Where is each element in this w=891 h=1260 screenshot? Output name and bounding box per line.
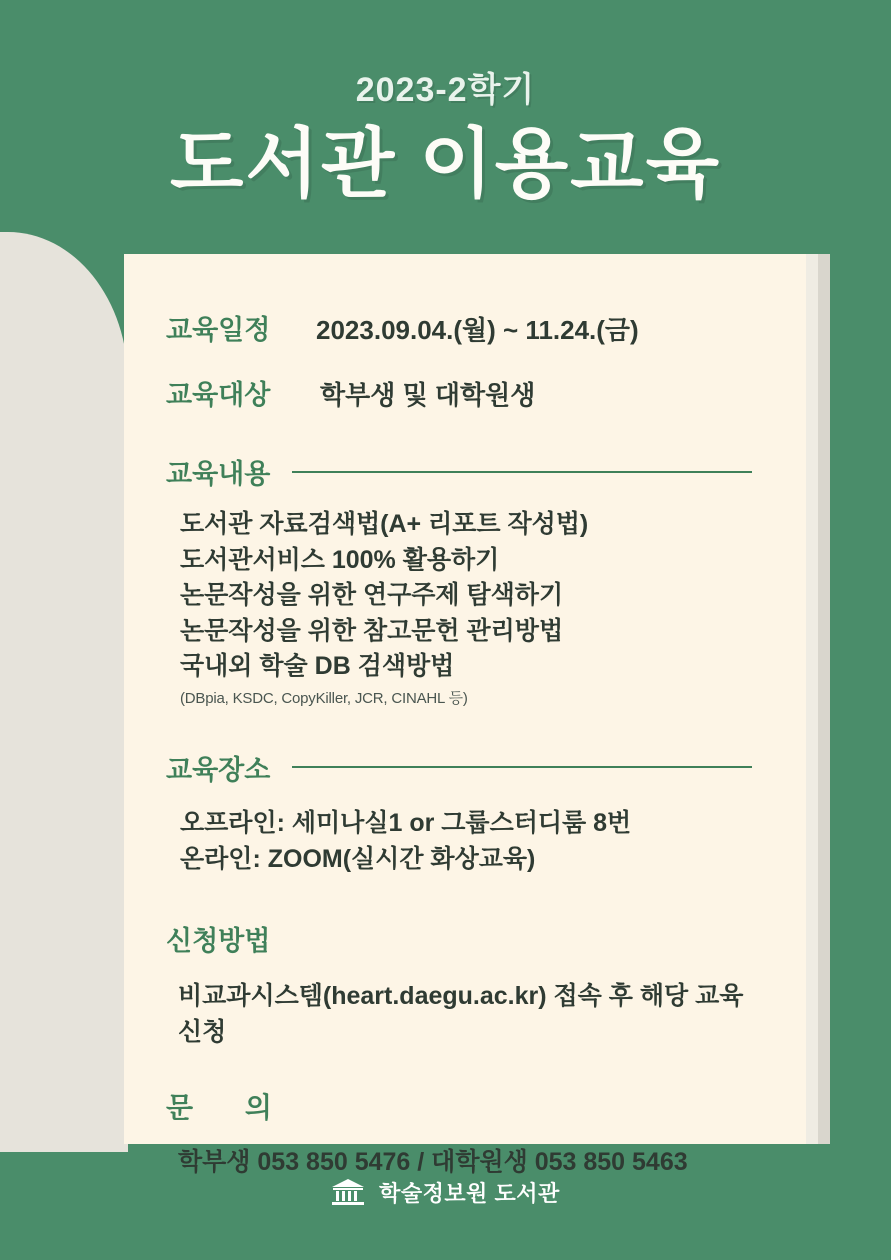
apply-label: 신청방법 xyxy=(166,926,271,956)
library-building-icon xyxy=(331,1177,365,1207)
apply-section-header xyxy=(166,919,764,958)
place-divider xyxy=(292,766,752,768)
target-label: 교육대상 xyxy=(166,380,271,410)
apply-text: 비교과시스템(heart.daegu.ac.kr) 접속 후 해당 교육 신청 xyxy=(178,982,744,1046)
list-item: 논문작성을 위한 연구주제 탐색하기 xyxy=(180,581,564,609)
schedule-value: 2023.09.04.(월) ~ 11.24.(금) xyxy=(316,315,639,345)
target-row xyxy=(166,373,764,412)
list-item: 도서관서비스 100% 활용하기 xyxy=(180,545,500,574)
content-divider xyxy=(292,471,752,473)
contact-label: 문 의 xyxy=(166,1092,294,1123)
content-list xyxy=(166,507,764,708)
info-card xyxy=(124,254,806,1176)
list-item: 도서관 자료검색법(A+ 리포트 작성법) xyxy=(180,510,589,538)
poster-footer xyxy=(0,1162,891,1222)
list-item: 오프라인: 세미나실1 or 그룹스터디룸 8번 xyxy=(180,808,632,837)
place-section-header xyxy=(166,748,764,787)
contact-text: 학부생 053 850 5476 / 대학원생 053 850 5463 xyxy=(178,1148,688,1176)
footer-label: 학술정보원 도서관 xyxy=(379,1180,560,1206)
place-list xyxy=(166,805,764,878)
semester-label: 2023-2학기 xyxy=(355,71,536,109)
list-item: 국내외 학술 DB 검색방법 xyxy=(180,652,455,680)
content-note: (DBpia, KSDC, CopyKiller, JCR, CINAHL 등) xyxy=(180,689,468,707)
decorative-page-curl-bottom xyxy=(0,1000,128,1152)
list-item: 온라인: ZOOM(실시간 화상교육) xyxy=(180,844,536,873)
content-section-header xyxy=(166,452,764,491)
place-label: 교육장소 xyxy=(166,754,271,785)
schedule-label: 교육일정 xyxy=(166,315,271,345)
list-item: 논문작성을 위한 참고문헌 관리방법 xyxy=(180,616,564,645)
content-label: 교육내용 xyxy=(166,459,271,489)
poster-header xyxy=(0,0,891,250)
target-value: 학부생 및 대학원생 xyxy=(320,380,536,410)
schedule-row xyxy=(166,308,764,347)
page-title: 도서관 이용교육 xyxy=(169,122,722,207)
